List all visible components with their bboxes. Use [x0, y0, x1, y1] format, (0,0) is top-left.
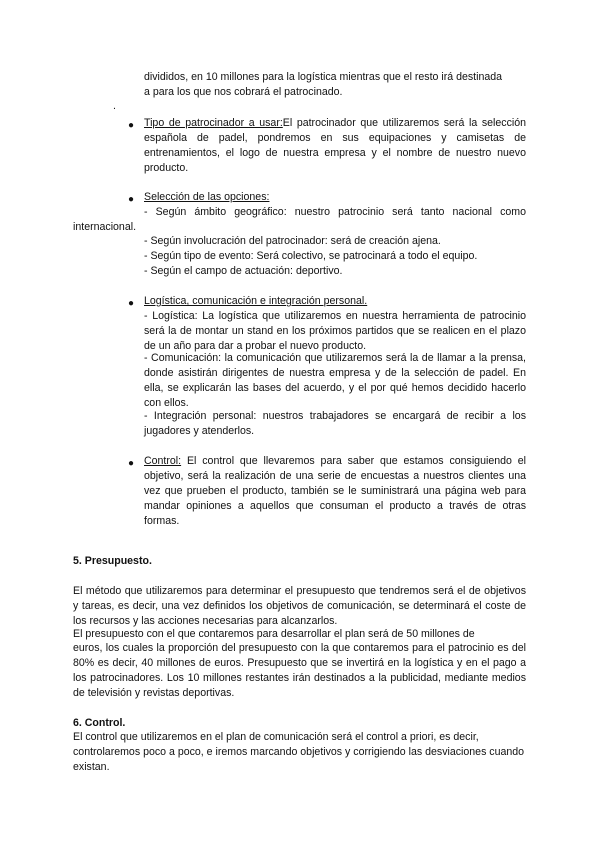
section-heading-presupuesto: 5. Presupuesto. [73, 555, 152, 567]
comunicacion-paragraph: - Comunicación: la comunicación que utilizaremos será la de llamar a la prensa, donde asistirán dirigentes de nuestra empresa y de la selección de padel. En ella, se explicarán las bases del acuerdo, y el por qué hemos decidido hacerlo con ellos. [144, 352, 526, 409]
bullet-seleccion-heading [144, 190, 526, 205]
control-paragraph: El control que utilizaremos en el plan de comunicación será el control a priori, es decir, controlaremos poco a poco, e iremos marcando objetivos y corrigiendo las desviaciones cuando existan. [73, 731, 525, 773]
bullet-seleccion-label: Selección de las opciones: [144, 191, 270, 203]
seleccion-line-2: - Según involucración del patrocinador: será de creación ajena. [144, 235, 441, 247]
seleccion-line-4: - Según el campo de actuación: deportivo. [144, 265, 343, 277]
bullet-tipo-label: Tipo de patrocinador a usar: [144, 117, 283, 129]
intro-text [144, 70, 526, 100]
bullet-control-text: El control que llevaremos para saber que estamos consiguiendo el objetivo, será la realización de una serie de encuestas a nuestros clientes una vez que prueben el producto, también se le suministrará una página web para mandar opiniones a aquellos que consuman el producto a través de otras formas. [144, 455, 526, 527]
bullet-icon: ● [128, 298, 135, 309]
stray-dot: . [113, 100, 116, 112]
bullet-control [144, 454, 526, 529]
logistica-paragraph: - Logística: La logística que utilizaremos en nuestra herramienta de patrocinio será la de montar un stand en los próximos partidos que se realicen en el plazo de un año para dar a probar el nuevo producto. [144, 310, 526, 352]
bullet-icon: ● [128, 458, 135, 469]
seleccion-line-3: - Según tipo de evento: Será colectivo, se patrocinará a todo el equipo. [144, 250, 478, 262]
presupuesto-paragraph-1: El método que utilizaremos para determinar el presupuesto que tendremos será el de objetivos y tareas, es decir, una vez definidos los objetivos de comunicación, se determinará el coste de los recursos y las acciones necesarias para alcanzarlos. [73, 585, 526, 627]
bullet-tipo-text: El patrocinador que utilizaremos será la selección española de padel, pondremos en sus equipaciones y camisetas de entrenamientos, el logo de nuestra empresa y el nombre de nuestro nuevo producto. [144, 117, 527, 174]
bullet-icon: ● [128, 120, 135, 131]
integracion-paragraph: - Integración personal: nuestros trabajadores se encargará de recibir a los jugadores y atenderlos. [144, 410, 526, 437]
presupuesto-paragraph-2: euros, los cuales la proporción del presupuesto con la que contaremos para el patrocinio es del 80% es decir, 40 millones de euros. Presupuesto que se invertirá en la logística y en el pago a los patrocinadores. Los 10 millones restantes irán destinados a la publicidad, mediante medios de televisión y revistas deportivas. [73, 642, 526, 699]
intro-line-2: a para los que nos cobrará el patrocinado. [144, 86, 343, 98]
section-heading-control: 6. Control. [73, 717, 126, 729]
seleccion-line-1: - Según ámbito geográfico: nuestro patrocinio será tanto nacional como [144, 206, 526, 218]
presupuesto-paragraph-2-first-line: El presupuesto con el que contaremos para desarrollar el plan será de 50 millones de [73, 628, 475, 640]
bullet-icon: ● [128, 194, 135, 205]
seleccion-line-1b: internacional. [73, 221, 137, 233]
bullet-tipo-patrocinador [144, 116, 526, 176]
bullet-logistica-heading [144, 294, 526, 309]
bullet-logistica-label: Logística, comunicación e integración personal. [144, 295, 368, 307]
intro-line-1: divididos, en 10 millones para la logística mientras que el resto irá destinada [144, 71, 503, 83]
bullet-control-label: Control: [144, 455, 182, 467]
